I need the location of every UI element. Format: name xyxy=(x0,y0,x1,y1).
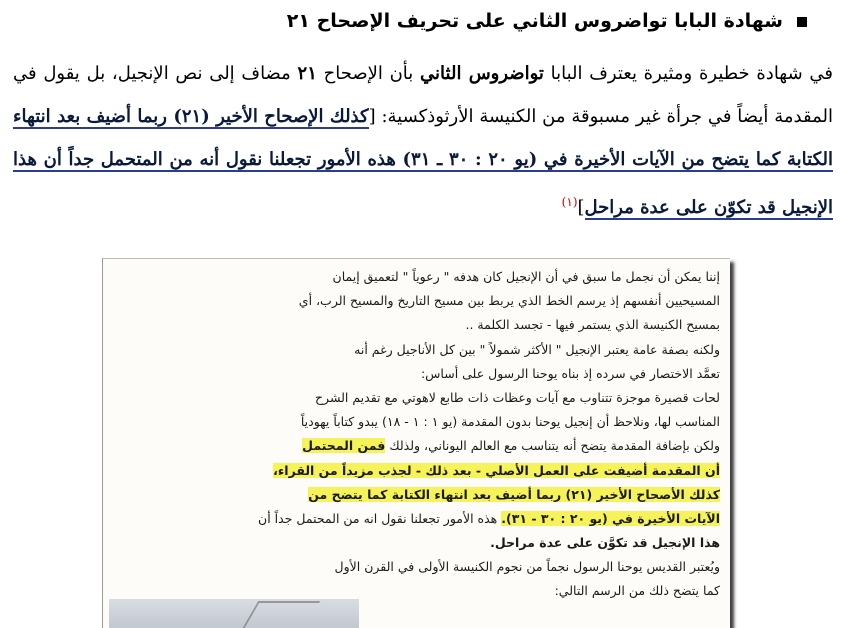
body-paragraph: في شهادة خطيرة ومثيرة يعترف البابا تواضروس الثاني بأن الإصحاح ٢١ مضاف إلى نص الإنجيل، بل يقول في المقدمة أيضاً في جرأة غير مسبوقة من الكنيسة الأرثوذكسية: [كذلك الإصحاح الأخير (٢١) ربما أضيف بعد انتهاء الكتابة كما يتضح من الآيات الأخيرة في (يو ٢٠ : ٣٠ ـ ٣١) هذه الأمور تجعلنا نقول أنه من المتحمل جداً أن هذا الإنجيل قد تكوّن على عدة مراحل]$^{(١)}$ xyxy=(13,63,834,218)
scan-line: ويُعتبر القديس يوحنا الرسول نجماً من نجوم الكنيسة الأولى في القرن الأول xyxy=(334,559,720,575)
scan-line: كما يتضح ذلك من الرسم التالي: xyxy=(554,583,720,599)
scanned-book-excerpt xyxy=(102,258,730,628)
square-bullet-icon xyxy=(797,17,807,27)
underlined-quote: كذلك الإصحاح الأخير (٢١) ربما أضيف بعد انتهاء الكتابة كما يتضح من الآيات الأخيرة في (يو ٢٠ : ٣٠ ـ ٣١) هذه الأمور تجعلنا نقول أنه من المتحمل جداً أن هذا الإنجيل قد تكوّن على عدة مراحل xyxy=(13,106,833,218)
scan-line: ولكنه بصفة عامة يعتبر الإنجيل " الأكثر شمولاً " بين كل الأناجيل رغم أنه xyxy=(354,341,720,357)
scan-line: هذا الإنجيل قد تكوَّن على عدة مراحل. xyxy=(490,535,720,551)
chapter-number: ٢١ xyxy=(297,63,317,84)
scan-line: كذلك الأصحاح الأخير (٢١) ربما أضيف بعد انتهاء الكتابة كما يتضح من xyxy=(308,486,720,502)
scanned-photo xyxy=(109,599,359,628)
footnote-marker[interactable]: (١) xyxy=(561,195,578,209)
scan-line: أن المقدمة أضيفت على العمل الأصلي - بعد ذلك - لجذب مزيداً من القراء، xyxy=(273,462,720,478)
scan-line: لحات قصيرة موجزة تتناوب مع آيات وعظات ذات طابع لاهوتي مع تقديم الشرح xyxy=(314,389,720,405)
scan-text-block xyxy=(112,265,720,604)
section-heading xyxy=(17,10,807,32)
heading-text: شهادة البابا تواضروس الثاني على تحريف الإصحاح ٢١ xyxy=(286,10,783,32)
scan-line: بمسيح الكنيسة الذي يستمر فيها - تجسد الكلمة .. xyxy=(465,317,720,333)
scan-line: المسيحيين أنفسهم إذ يرسم الخط الذي يربط بين مسيح التاريخ والمسيح الرب، أي xyxy=(298,293,720,309)
pope-name: تواضروس الثاني xyxy=(420,63,544,84)
scan-line: المناسب لها، ونلاحظ أن إنجيل يوحنا بدون المقدمة (يو ١ : ١ - ١٨) يبدو كتاباً يهودياً xyxy=(300,414,720,430)
scan-line: إننا يمكن أن نجمل ما سبق في أن الإنجيل كان هدفه " رعوياً " لتعميق إيمان xyxy=(332,269,720,284)
scan-line: الآيات الأخيرة في (يو ٢٠ : ٣٠ - ٣١). هذه الأمور تجعلنا نقول انه من المحتمل جداً أن xyxy=(258,510,720,526)
scan-line: ولكن بإضافة المقدمة يتضح أنه يتناسب مع العالم اليوناني، ولذلك فمن المحتمل xyxy=(302,438,720,454)
scan-line: تعمَّد الاختصار في سرده إذ بناه يوحنا الرسول على أساس: xyxy=(420,365,720,381)
